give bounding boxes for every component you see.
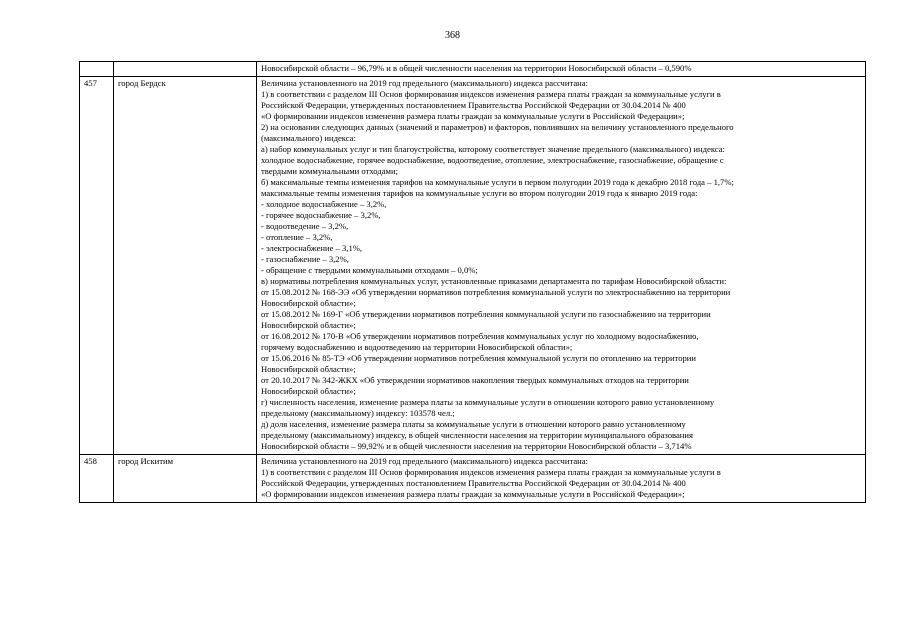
description-line: максимальные темпы изменения тарифов на коммунальные услуги во втором полугодии 2019 года к январю 2019 года: (261, 188, 698, 198)
continuation-text: Новосибирской области – 96,79% и в общей численности населения на территории Новосибирской области – 0,590% (261, 63, 692, 73)
description-line: - водоотведение – 3,2%, (261, 221, 349, 231)
description-line: Новосибирской области»; (261, 298, 356, 308)
description-line: а) набор коммунальных услуг и тип благоустройства, которому соответствует значение предельного (максимального) индекса: (261, 144, 725, 154)
description-line: от 15.06.2016 № 85-ТЭ «Об утверждении нормативов потребления коммунальной услуги по отоплению на территории (261, 353, 696, 363)
description-line: - газоснабжение – 3,2%, (261, 254, 349, 264)
description-line: от 16.08.2012 № 170-В «Об утверждении нормативов потребления коммунальных услуг по холодному водоснабжению, (261, 331, 699, 341)
municipality-cell: город Бердск (114, 77, 257, 455)
row-number-cell (80, 62, 114, 77)
description-line: предельному (максимальному) индексу: 103578 чел.; (261, 408, 455, 418)
description-line: - горячее водоснабжение – 3,2%, (261, 210, 381, 220)
description-line: твердыми коммунальными отходами; (261, 166, 398, 176)
description-line: б) максимальные темпы изменения тарифов на коммунальные услуги в первом полугодии 2019 года к декабрю 2018 года – 1,7%; (261, 177, 734, 187)
description-line: Величина установленного на 2019 год предельного (максимального) индекса рассчитана: (261, 78, 588, 88)
description-line: (максимального) индекса: (261, 133, 356, 143)
description-line: от 15.08.2012 № 169-Г «Об утверждении нормативов потребления коммунальной услуги по газоснабжению на территории (261, 309, 711, 319)
description-line: «О формировании индексов изменения размера платы граждан за коммунальные услуги в Российской Федерации»; (261, 111, 685, 121)
row-number-cell: 457 (80, 77, 114, 455)
table-row-continuation (80, 62, 866, 77)
description-line: д) доля населения, изменение размера платы за коммунальные услуги в отношении которого равно установленному (261, 419, 686, 429)
description-line: Новосибирской области»; (261, 364, 356, 374)
description-line: г) численность населения, изменение размера платы за коммунальные услуги в отношении которого равно установленному (261, 397, 715, 407)
description-line: 2) на основании следующих данных (значений и параметров) и факторов, повлиявших на величину установленного предельного (261, 122, 734, 132)
description-line: - электроснабжение – 3,1%, (261, 243, 363, 253)
description-line: - обращение с твердыми коммунальными отходами – 0,0%; (261, 265, 478, 275)
municipality-cell (114, 62, 257, 77)
description-line: Новосибирской области»; (261, 320, 356, 330)
description-cell (257, 62, 866, 77)
description-line: в) нормативы потребления коммунальных услуг, установленные приказами департамента по тарифам Новосибирской области: (261, 276, 727, 286)
description-line: - отопление – 3,2%, (261, 232, 333, 242)
description-line: Новосибирской области»; (261, 386, 356, 396)
description-line: Российской Федерации, утвержденных постановлением Правительства Российской Федерации от 30.04.2014 № 400 (261, 100, 686, 110)
description-line: горячему водоснабжению и водоотведению на территории Новосибирской области»; (261, 342, 573, 352)
description-line: от 20.10.2017 № 342-ЖКХ «Об утверждении нормативов накопления твердых коммунальных отходов на территории (261, 375, 689, 385)
municipality-cell: город Искитим (114, 455, 257, 503)
description-cell (257, 77, 866, 455)
description-cell (257, 455, 866, 503)
description-line: Новосибирской области – 99,92% и в общей численности населения на территории Новосибирской области – 3,714% (261, 441, 692, 451)
table-row (80, 455, 866, 503)
description-line: 1) в соответствии с разделом III Основ формирования индексов изменения размера платы граждан за коммунальные услуги в (261, 467, 721, 477)
description-line: 1) в соответствии с разделом III Основ формирования индексов изменения размера платы граждан за коммунальные услуги в (261, 89, 721, 99)
description-line: холодное водоснабжение, горячее водоснабжение, водоотведение, отопление, электроснабжение, газоснабжение, обращение с (261, 155, 724, 165)
page-number: 368 (445, 30, 460, 41)
description-line: - холодное водоснабжение – 3,2%, (261, 199, 387, 209)
description-line: предельному (максимальному) индексу, в общей численности населения на территории муниципального образования (261, 430, 693, 440)
description-line: «О формировании индексов изменения размера платы граждан за коммунальные услуги в Российской Федерации»; (261, 489, 685, 499)
description-line: от 15.08.2012 № 168-ЭЭ «Об утверждении нормативов потребления коммунальной услуги по электроснабжению на территории (261, 287, 731, 297)
index-table (79, 61, 866, 503)
description-line: Российской Федерации, утвержденных постановлением Правительства Российской Федерации от 30.04.2014 № 400 (261, 478, 686, 488)
row-number-cell: 458 (80, 455, 114, 503)
table-row (80, 77, 866, 455)
description-line: Величина установленного на 2019 год предельного (максимального) индекса рассчитана: (261, 456, 588, 466)
